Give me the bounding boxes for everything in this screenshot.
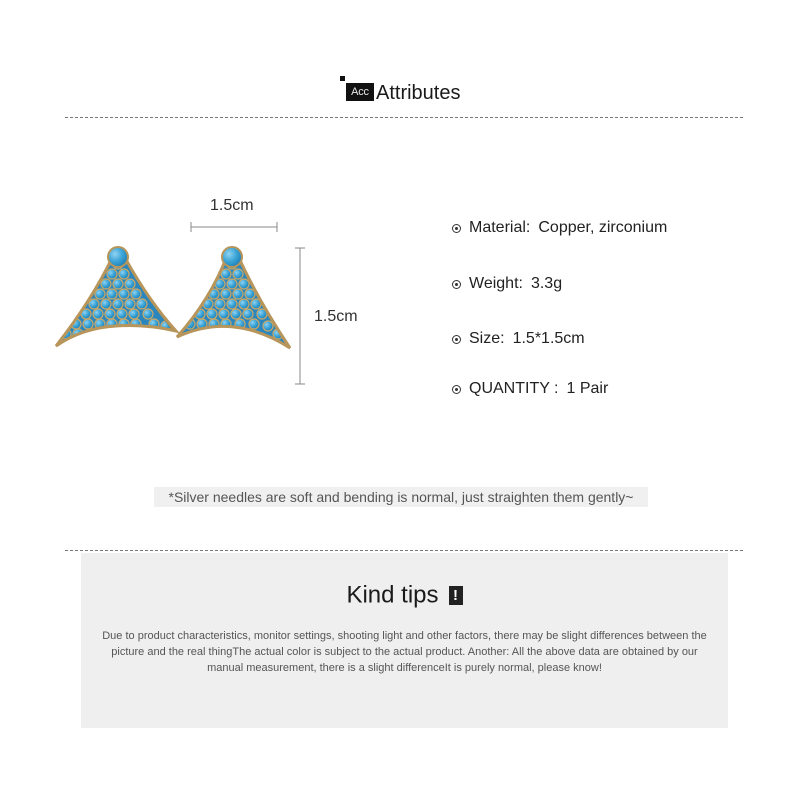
divider-top [65,117,743,118]
attr-quantity [452,380,608,398]
header-badge: Acc [346,83,374,101]
attr-weight [452,275,562,293]
care-note: *Silver needles are soft and bending is normal, just straighten them gently~ [154,487,648,507]
product-image [50,190,380,400]
bullet-icon [452,280,461,289]
bullet-icon [452,335,461,344]
width-dimension-line [191,222,277,232]
attr-material [452,219,667,237]
section-title: Attributes [376,82,461,104]
earring-left [50,247,190,350]
attr-value: 1 Pair [566,380,609,397]
attr-value: 1.5*1.5cm [512,330,585,347]
bullet-icon [452,224,461,233]
height-dimension-line [295,248,305,384]
attr-key: Size: [469,330,505,347]
width-label: 1.5cm [210,197,254,214]
kind-tips-body: Due to product characteristics, monitor settings, shooting light and other factors, there may be slight differences between the picture and the real thingThe actual color is subject to the actual product. Another: All the above data are obtained by our manual measurement, there is a slight differenceIt is purely normal, please know! [102,630,707,674]
kind-tips-panel [81,553,728,728]
kind-tips-title: Kind tips [346,581,439,609]
divider-bottom [65,550,743,551]
height-label: 1.5cm [314,308,358,325]
bullet-icon [452,385,461,394]
attr-key: Weight: [469,275,523,292]
attr-value: Copper, zirconium [538,219,668,236]
exclamation-icon: ! [449,586,463,605]
kind-tips-heading [81,581,728,610]
attr-value: 3.3g [530,275,563,292]
attr-key: QUANTITY : [469,380,559,397]
earring-right [170,247,300,350]
header-dot-decoration [340,76,345,81]
attr-key: Material: [469,219,531,236]
attr-size [452,330,585,348]
